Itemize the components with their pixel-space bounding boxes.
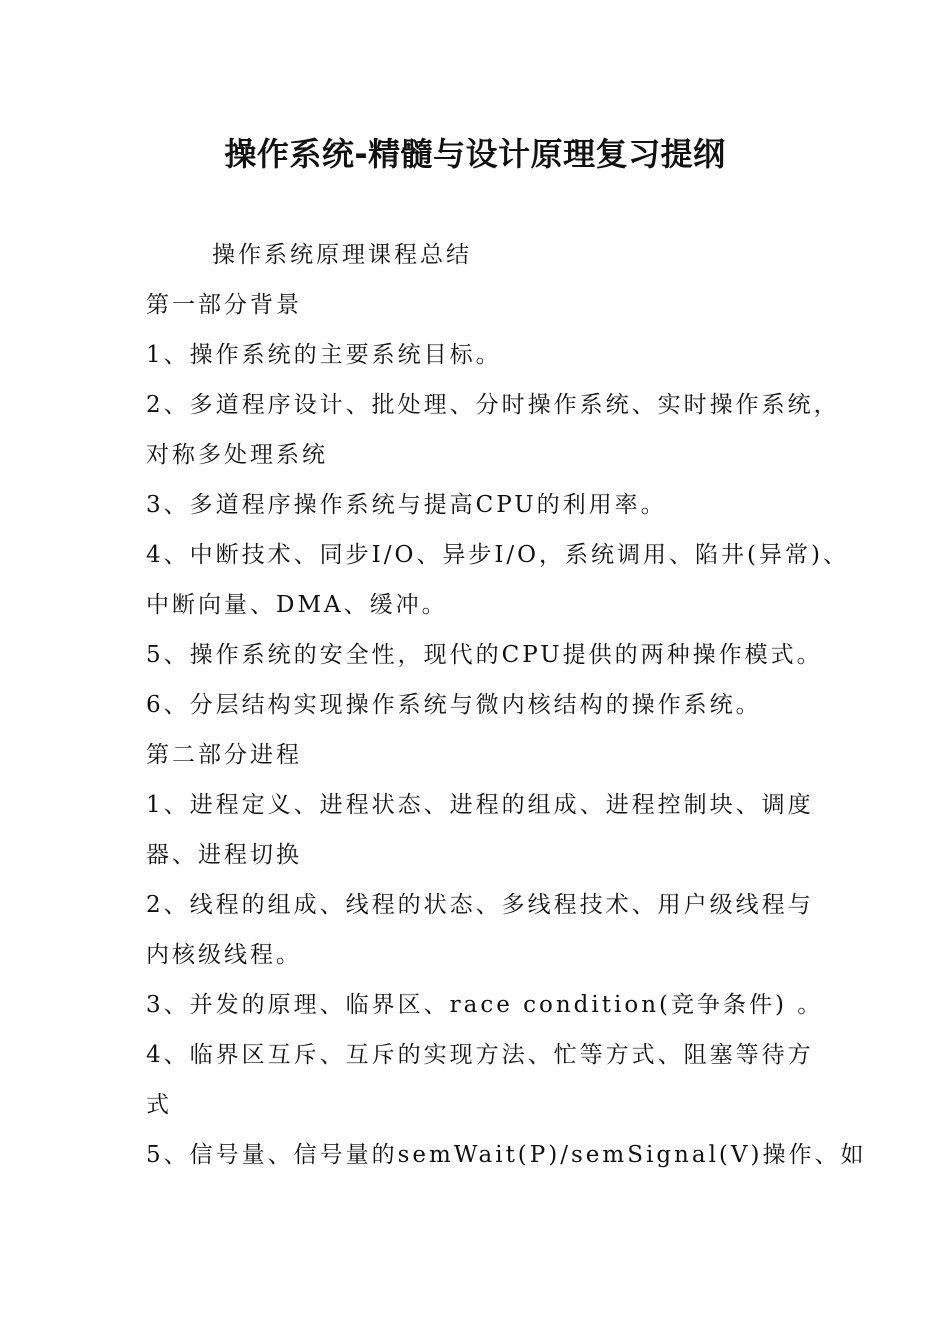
paragraph-line: 器、进程切换 xyxy=(146,842,302,868)
paragraph-line: 3、多道程序操作系统与提高CPU的利用率。 xyxy=(146,492,667,518)
section-heading: 第二部分进程 xyxy=(146,742,302,768)
paragraph-line: 2、线程的组成、线程的状态、多线程技术、用户级线程与 xyxy=(146,892,814,918)
paragraph-line: 5、信号量、信号量的semWait(P)/semSignal(V)操作、如 xyxy=(146,1142,867,1168)
paragraph-line: 5、操作系统的安全性，现代的CPU提供的两种操作模式。 xyxy=(146,642,823,668)
paragraph-line: 3、并发的原理、临界区、race condition(竞争条件) 。 xyxy=(146,992,824,1018)
document-body xyxy=(146,230,867,1180)
paragraph-line: 对称多处理系统 xyxy=(146,442,328,468)
paragraph-line: 2、多道程序设计、批处理、分时操作系统、实时操作系统， xyxy=(146,392,840,418)
paragraph-line: 1、进程定义、进程状态、进程的组成、进程控制块、调度 xyxy=(146,792,814,818)
paragraph-line: 操作系统原理课程总结 xyxy=(212,242,472,268)
document-title: 操作系统-精髓与设计原理复习提纲 xyxy=(224,135,726,173)
paragraph-line: 1、操作系统的主要系统目标。 xyxy=(146,342,502,368)
paragraph-line: 中断向量、DMA、缓冲。 xyxy=(146,592,448,618)
paragraph-line: 4、临界区互斥、互斥的实现方法、忙等方式、阻塞等待方 xyxy=(146,1042,814,1068)
paragraph-line: 6、分层结构实现操作系统与微内核结构的操作系统。 xyxy=(146,692,762,718)
paragraph-line: 4、中断技术、同步I/O、异步I/O，系统调用、陷井(异常)、 xyxy=(146,542,849,568)
section-heading: 第一部分背景 xyxy=(146,292,302,318)
paragraph-line: 内核级线程。 xyxy=(146,942,302,968)
paragraph-line: 式 xyxy=(146,1092,172,1118)
